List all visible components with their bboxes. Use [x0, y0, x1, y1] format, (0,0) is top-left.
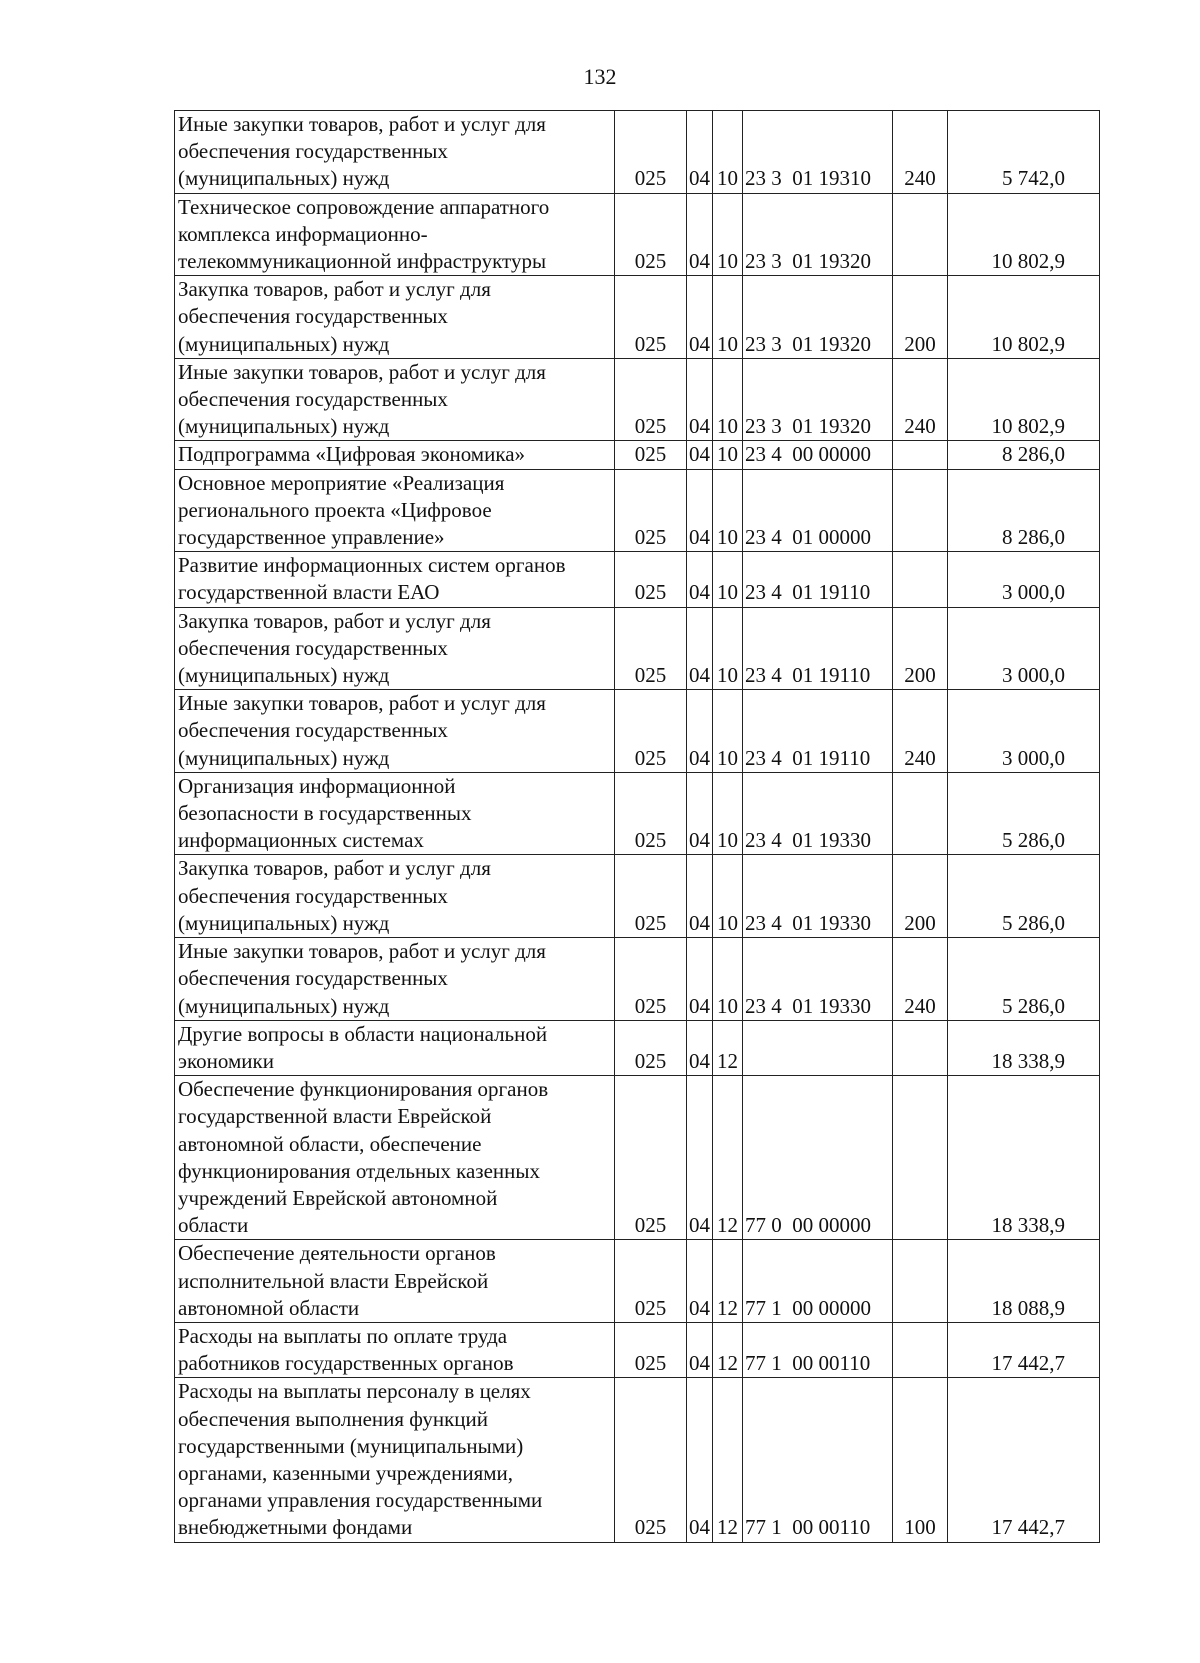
table-row — [175, 607, 1100, 690]
expense-type-cell — [893, 193, 948, 276]
expense-name-cell — [175, 938, 615, 1021]
expense-name-line: Иные закупки товаров, работ и услуг для — [178, 691, 546, 716]
table-row — [175, 938, 1100, 1021]
expense-name-line: (муниципальных) нужд — [178, 745, 390, 770]
admin-code-cell: 025 — [615, 855, 687, 938]
expense-name-line: Иные закупки товаров, работ и услуг для — [178, 359, 546, 384]
subsection-code-cell: 10 — [713, 358, 743, 441]
amount-cell: 10 802,9 — [948, 276, 1100, 359]
admin-code-cell: 025 — [615, 1378, 687, 1542]
table-row — [175, 772, 1100, 855]
table-row — [175, 193, 1100, 276]
expense-name-line: Развитие информационных систем органов — [178, 553, 566, 578]
expense-name-cell — [175, 1378, 615, 1542]
expense-name-line: Техническое сопровождение аппаратного — [178, 194, 550, 219]
expense-name-line: области — [178, 1213, 249, 1238]
expense-type-cell — [893, 552, 948, 607]
expense-name-line: государственное управление» — [178, 525, 445, 550]
expense-name-line: безопасности в государственных — [178, 801, 472, 826]
section-code-cell: 04 — [687, 938, 713, 1021]
expense-name-line: работников государственных органов — [178, 1351, 514, 1376]
budget-table — [174, 110, 1100, 1543]
admin-code-cell: 025 — [615, 276, 687, 359]
expense-name-cell — [175, 1076, 615, 1240]
target-article-cell: 23 4 01 19110 — [743, 607, 893, 690]
subsection-code-cell: 12 — [713, 1076, 743, 1240]
expense-type-cell — [893, 441, 948, 469]
expense-name-line: государственной власти Еврейской — [178, 1104, 492, 1129]
target-article-cell: 23 3 01 19320 — [743, 276, 893, 359]
expense-name-cell — [175, 607, 615, 690]
subsection-code-cell: 10 — [713, 607, 743, 690]
expense-name-line: обеспечения государственных — [178, 635, 448, 660]
section-code-cell: 04 — [687, 1378, 713, 1542]
table-row — [175, 1378, 1100, 1542]
target-article-cell: 77 1 00 00000 — [743, 1240, 893, 1323]
table-row — [175, 1240, 1100, 1323]
subsection-code-cell: 10 — [713, 469, 743, 552]
expense-name-line: информационных системах — [178, 828, 424, 853]
target-article-cell: 23 3 01 19320 — [743, 193, 893, 276]
target-article-cell: 23 4 01 19330 — [743, 772, 893, 855]
section-code-cell: 04 — [687, 1240, 713, 1323]
expense-type-cell: 200 — [893, 607, 948, 690]
table-row — [175, 552, 1100, 607]
target-article-cell: 23 4 01 19330 — [743, 855, 893, 938]
table-row — [175, 111, 1100, 194]
expense-name-cell — [175, 690, 615, 773]
expense-name-cell — [175, 855, 615, 938]
section-code-cell: 04 — [687, 441, 713, 469]
table-row — [175, 1322, 1100, 1377]
expense-name-cell — [175, 358, 615, 441]
expense-name-line: обеспечения государственных — [178, 139, 448, 164]
expense-name-line: Обеспечение деятельности органов — [178, 1241, 496, 1266]
admin-code-cell: 025 — [615, 1076, 687, 1240]
expense-type-cell: 240 — [893, 690, 948, 773]
section-code-cell: 04 — [687, 469, 713, 552]
subsection-code-cell: 10 — [713, 855, 743, 938]
section-code-cell: 04 — [687, 276, 713, 359]
expense-name-cell — [175, 552, 615, 607]
target-article-cell: 77 1 00 00110 — [743, 1322, 893, 1377]
section-code-cell: 04 — [687, 358, 713, 441]
expense-type-cell — [893, 1322, 948, 1377]
expense-name-line: автономной области, обеспечение — [178, 1131, 482, 1156]
subsection-code-cell: 10 — [713, 552, 743, 607]
section-code-cell: 04 — [687, 1020, 713, 1075]
target-article-cell: 23 4 01 19110 — [743, 690, 893, 773]
expense-name-line: регионального проекта «Цифровое — [178, 497, 492, 522]
expense-type-cell — [893, 772, 948, 855]
table-row — [175, 1020, 1100, 1075]
expense-name-line: государственной власти ЕАО — [178, 580, 440, 605]
subsection-code-cell: 10 — [713, 690, 743, 773]
expense-name-line: Закупка товаров, работ и услуг для — [178, 856, 491, 881]
admin-code-cell: 025 — [615, 1240, 687, 1323]
target-article-cell: 23 3 01 19320 — [743, 358, 893, 441]
section-code-cell: 04 — [687, 193, 713, 276]
admin-code-cell: 025 — [615, 441, 687, 469]
expense-name-line: Основное мероприятие «Реализация — [178, 470, 505, 495]
subsection-code-cell: 12 — [713, 1020, 743, 1075]
amount-cell: 3 000,0 — [948, 690, 1100, 773]
section-code-cell: 04 — [687, 690, 713, 773]
admin-code-cell: 025 — [615, 607, 687, 690]
expense-name-line: обеспечения государственных — [178, 304, 448, 329]
expense-name-line: Расходы на выплаты по оплате труда — [178, 1323, 508, 1348]
admin-code-cell: 025 — [615, 193, 687, 276]
expense-name-line: органами управления государственными — [178, 1488, 543, 1513]
target-article-cell: 77 0 00 00000 — [743, 1076, 893, 1240]
expense-name-line: внебюджетными фондами — [178, 1515, 413, 1540]
subsection-code-cell: 12 — [713, 1240, 743, 1323]
expense-name-line: комплекса информационно- — [178, 221, 428, 246]
expense-name-line: Другие вопросы в области национальной — [178, 1021, 548, 1046]
budget-table-body — [175, 111, 1100, 1543]
section-code-cell: 04 — [687, 607, 713, 690]
expense-name-line: обеспечения выполнения функций — [178, 1406, 489, 1431]
target-article-cell — [743, 1020, 893, 1075]
amount-cell: 5 286,0 — [948, 855, 1100, 938]
page-number: 132 — [583, 64, 617, 89]
amount-cell: 18 088,9 — [948, 1240, 1100, 1323]
expense-name-line: функционирования отдельных казенных — [178, 1158, 541, 1183]
section-code-cell: 04 — [687, 1322, 713, 1377]
table-row — [175, 469, 1100, 552]
amount-cell: 5 742,0 — [948, 111, 1100, 194]
expense-type-cell — [893, 469, 948, 552]
expense-type-cell: 240 — [893, 111, 948, 194]
admin-code-cell: 025 — [615, 111, 687, 194]
expense-name-line: обеспечения государственных — [178, 387, 448, 412]
table-row — [175, 441, 1100, 469]
expense-name-line: Организация информационной — [178, 773, 456, 798]
expense-name-line: (муниципальных) нужд — [178, 166, 390, 191]
admin-code-cell: 025 — [615, 469, 687, 552]
amount-cell: 10 802,9 — [948, 193, 1100, 276]
table-row — [175, 855, 1100, 938]
expense-name-cell — [175, 469, 615, 552]
expense-name-cell — [175, 111, 615, 194]
expense-name-line: Закупка товаров, работ и услуг для — [178, 277, 491, 302]
table-row — [175, 358, 1100, 441]
subsection-code-cell: 10 — [713, 441, 743, 469]
expense-type-cell: 200 — [893, 855, 948, 938]
subsection-code-cell: 10 — [713, 193, 743, 276]
subsection-code-cell: 10 — [713, 938, 743, 1021]
expense-name-line: (муниципальных) нужд — [178, 331, 390, 356]
expense-type-cell: 240 — [893, 938, 948, 1021]
expense-name-line: обеспечения государственных — [178, 883, 448, 908]
amount-cell: 3 000,0 — [948, 552, 1100, 607]
expense-name-line: Подпрограмма «Цифровая экономика» — [178, 442, 526, 467]
admin-code-cell: 025 — [615, 358, 687, 441]
amount-cell: 3 000,0 — [948, 607, 1100, 690]
expense-name-line: учреждений Еврейской автономной — [178, 1185, 498, 1210]
expense-name-line: Закупка товаров, работ и услуг для — [178, 608, 491, 633]
expense-name-line: автономной области — [178, 1295, 360, 1320]
amount-cell: 17 442,7 — [948, 1378, 1100, 1542]
amount-cell: 5 286,0 — [948, 938, 1100, 1021]
expense-name-cell — [175, 276, 615, 359]
expense-name-line: Обеспечение функционирования органов — [178, 1077, 549, 1102]
expense-name-line: экономики — [178, 1048, 274, 1073]
section-code-cell: 04 — [687, 111, 713, 194]
expense-name-cell — [175, 441, 615, 469]
admin-code-cell: 025 — [615, 690, 687, 773]
target-article-cell: 23 3 01 19310 — [743, 111, 893, 194]
subsection-code-cell: 12 — [713, 1378, 743, 1542]
expense-type-cell — [893, 1076, 948, 1240]
expense-name-line: органами, казенными учреждениями, — [178, 1460, 514, 1485]
amount-cell: 18 338,9 — [948, 1020, 1100, 1075]
section-code-cell: 04 — [687, 855, 713, 938]
subsection-code-cell: 12 — [713, 1322, 743, 1377]
table-row — [175, 1076, 1100, 1240]
expense-name-cell — [175, 772, 615, 855]
target-article-cell: 77 1 00 00110 — [743, 1378, 893, 1542]
expense-name-line: (муниципальных) нужд — [178, 910, 390, 935]
table-row — [175, 690, 1100, 773]
amount-cell: 8 286,0 — [948, 441, 1100, 469]
amount-cell: 17 442,7 — [948, 1322, 1100, 1377]
subsection-code-cell: 10 — [713, 111, 743, 194]
expense-name-line: Расходы на выплаты персоналу в целях — [178, 1379, 531, 1404]
target-article-cell: 23 4 00 00000 — [743, 441, 893, 469]
amount-cell: 18 338,9 — [948, 1076, 1100, 1240]
admin-code-cell: 025 — [615, 1020, 687, 1075]
expense-name-line: исполнительной власти Еврейской — [178, 1268, 489, 1293]
admin-code-cell: 025 — [615, 938, 687, 1021]
target-article-cell: 23 4 01 19110 — [743, 552, 893, 607]
table-row — [175, 276, 1100, 359]
expense-name-cell — [175, 193, 615, 276]
admin-code-cell: 025 — [615, 772, 687, 855]
expense-name-line: обеспечения государственных — [178, 718, 448, 743]
target-article-cell: 23 4 01 00000 — [743, 469, 893, 552]
expense-name-line: телекоммуникационной инфраструктуры — [178, 249, 547, 274]
expense-type-cell: 200 — [893, 276, 948, 359]
admin-code-cell: 025 — [615, 552, 687, 607]
expense-name-line: (муниципальных) нужд — [178, 663, 390, 688]
section-code-cell: 04 — [687, 552, 713, 607]
expense-name-cell — [175, 1020, 615, 1075]
expense-type-cell: 240 — [893, 358, 948, 441]
expense-name-cell — [175, 1322, 615, 1377]
expense-name-line: государственными (муниципальными) — [178, 1433, 524, 1458]
expense-type-cell — [893, 1240, 948, 1323]
expense-name-line: (муниципальных) нужд — [178, 414, 390, 439]
expense-type-cell: 100 — [893, 1378, 948, 1542]
target-article-cell: 23 4 01 19330 — [743, 938, 893, 1021]
amount-cell: 10 802,9 — [948, 358, 1100, 441]
section-code-cell: 04 — [687, 772, 713, 855]
expense-name-line: Иные закупки товаров, работ и услуг для — [178, 939, 546, 964]
amount-cell: 5 286,0 — [948, 772, 1100, 855]
expense-name-cell — [175, 1240, 615, 1323]
expense-type-cell — [893, 1020, 948, 1075]
expense-name-line: (муниципальных) нужд — [178, 993, 390, 1018]
expense-name-line: обеспечения государственных — [178, 966, 448, 991]
subsection-code-cell: 10 — [713, 772, 743, 855]
admin-code-cell: 025 — [615, 1322, 687, 1377]
subsection-code-cell: 10 — [713, 276, 743, 359]
expense-name-line: Иные закупки товаров, работ и услуг для — [178, 112, 546, 136]
section-code-cell: 04 — [687, 1076, 713, 1240]
amount-cell: 8 286,0 — [948, 469, 1100, 552]
